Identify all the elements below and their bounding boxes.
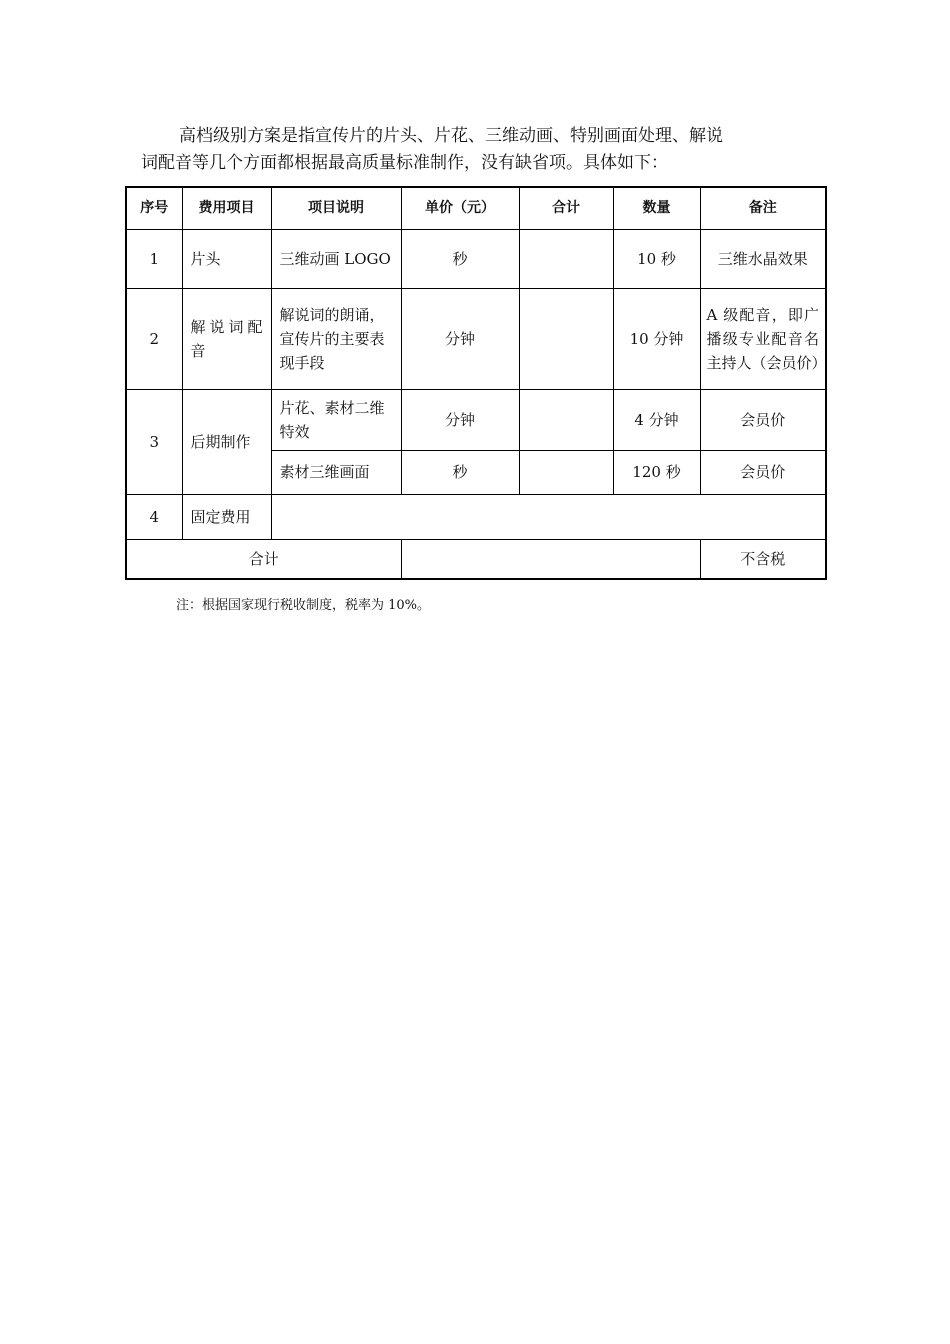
cell-no: 4 (126, 494, 182, 539)
header-no: 序号 (126, 187, 182, 229)
cell-total (519, 229, 613, 288)
cell-no: 1 (126, 229, 182, 288)
header-item: 费用项目 (182, 187, 271, 229)
header-remark: 备注 (700, 187, 826, 229)
cell-quantity: 10 分钟 (613, 288, 700, 389)
table-row (126, 494, 826, 539)
table-sum-row (126, 539, 826, 579)
cell-quantity: 120 秒 (613, 450, 700, 494)
cell-remark: A 级配音，即广播级专业配音名主持人（会员价） (700, 288, 826, 389)
cell-unit-price: 分钟 (401, 288, 519, 389)
table-header-row (126, 187, 826, 229)
cell-total (519, 288, 613, 389)
cell-unit-price: 秒 (401, 229, 519, 288)
header-total: 合计 (519, 187, 613, 229)
sum-label: 合计 (126, 539, 401, 579)
intro-line-2: 词配音等几个方面都根据最高质量标准制作，没有缺省项。具体如下： (141, 153, 668, 173)
cell-quantity: 4 分钟 (613, 389, 700, 450)
cell-unit-price: 秒 (401, 450, 519, 494)
cell-no: 2 (126, 288, 182, 389)
header-unit-price: 单价（元） (401, 187, 519, 229)
cell-empty-merged (271, 494, 826, 539)
cell-remark: 三维水晶效果 (700, 229, 826, 288)
table-row (126, 229, 826, 288)
tax-note: 注：根据国家现行税收制度，税率为 10%。 (176, 598, 431, 613)
cell-desc: 解说词的朗诵，宣传片的主要表现手段 (271, 288, 401, 389)
cell-quantity: 10 秒 (613, 229, 700, 288)
intro-paragraph (141, 123, 811, 177)
cell-unit-price: 分钟 (401, 389, 519, 450)
sum-value (401, 539, 700, 579)
cost-table (125, 186, 827, 580)
cell-desc: 素材三维画面 (271, 450, 401, 494)
cell-total (519, 389, 613, 450)
intro-line-1: 高档级别方案是指宣传片的片头、片花、三维动画、特别画面处理、解说 (179, 126, 723, 146)
cell-item: 后期制作 (182, 389, 271, 494)
table-row (126, 389, 826, 450)
cell-item: 解说词配音 (182, 288, 271, 389)
cell-remark: 会员价 (700, 450, 826, 494)
cell-desc: 三维动画 LOGO (271, 229, 401, 288)
cell-desc: 片花、素材二维特效 (271, 389, 401, 450)
cell-item: 片头 (182, 229, 271, 288)
header-quantity: 数量 (613, 187, 700, 229)
cell-no: 3 (126, 389, 182, 494)
table-row (126, 288, 826, 389)
sum-remark: 不含税 (700, 539, 826, 579)
cell-remark: 会员价 (700, 389, 826, 450)
header-desc: 项目说明 (271, 187, 401, 229)
cell-total (519, 450, 613, 494)
cell-item: 固定费用 (182, 494, 271, 539)
